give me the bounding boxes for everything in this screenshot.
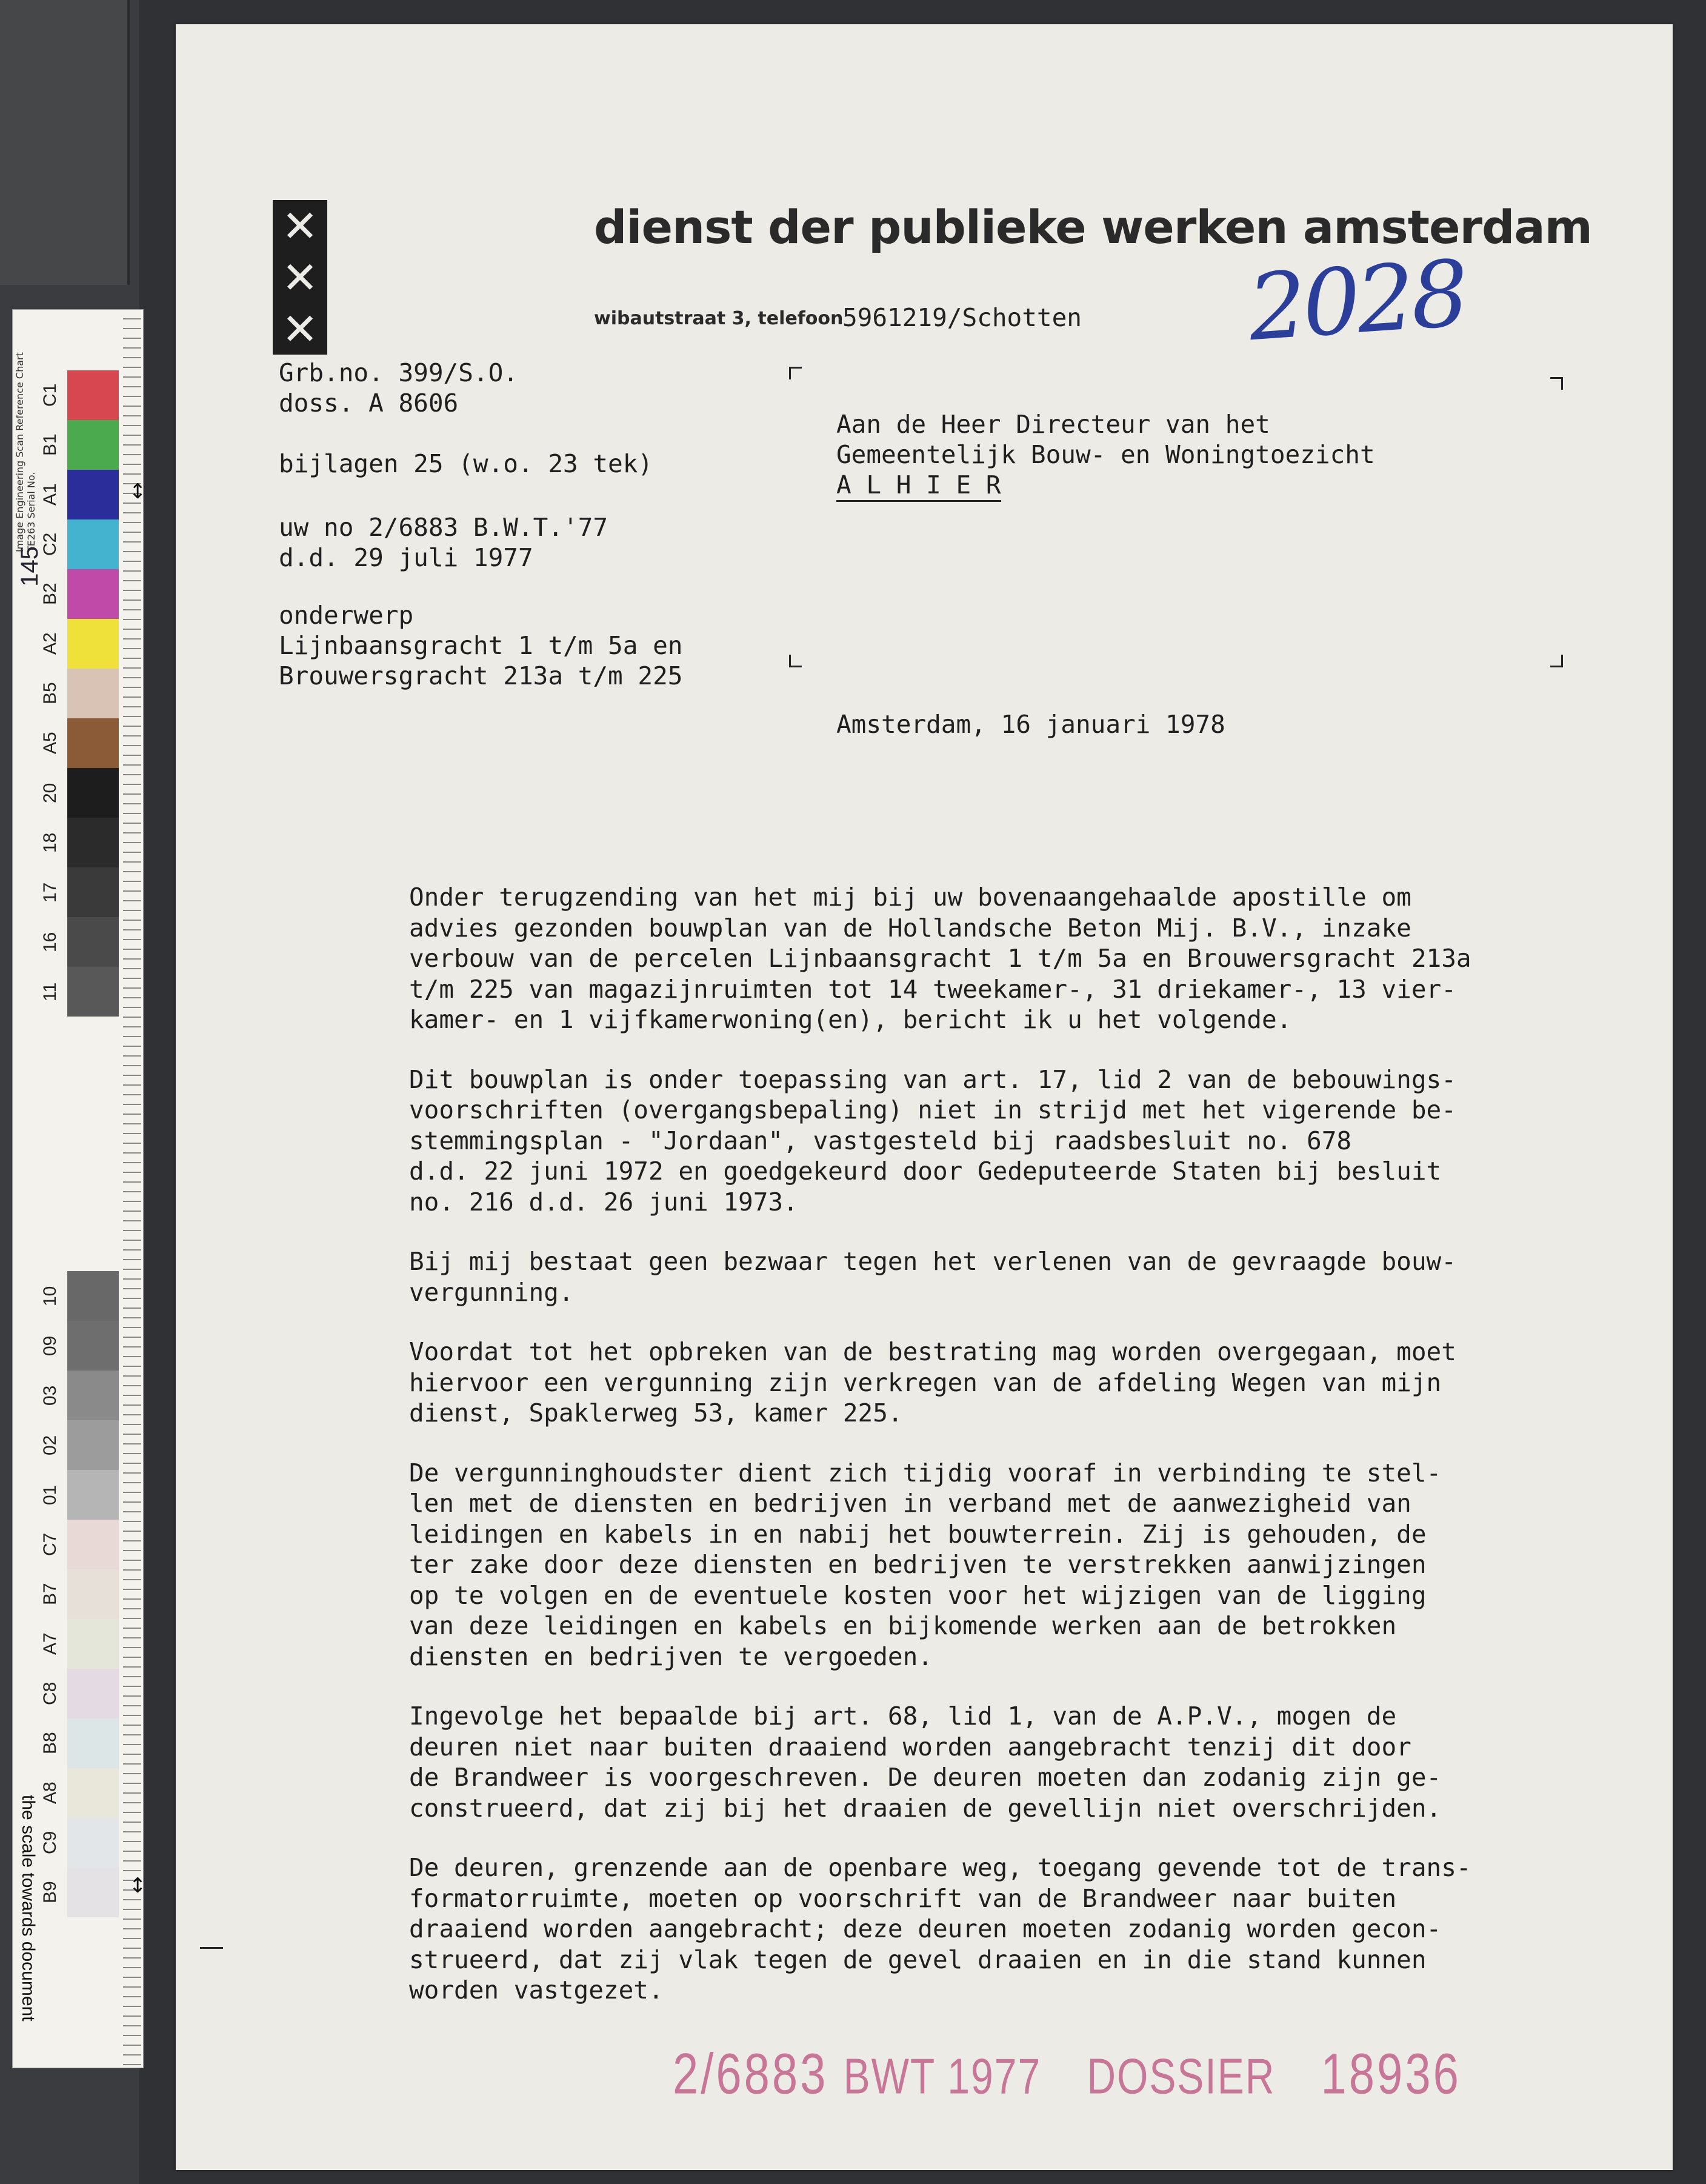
- color-patch: [67, 1470, 119, 1520]
- color-patch: [67, 1619, 119, 1669]
- color-patch-label: B1: [40, 433, 60, 456]
- color-patch-label: 01: [40, 1484, 60, 1505]
- body-paragraph: De vergunninghoudster dient zich tijdig vooraf in verbinding te stel- len met de diensten en bedrijven in verband met de aanwezigheid van leidingen en kabels in en nabij het bouwterrein. Zij is gehouden, de ter zake door deze diensten en bedrijven te verstrekken aanwijzingen op te volgen en de eventuele kosten voor het wijzigen van de ligging van deze leidingen en kabels en bijkomende werken aan de betrokken diensten en bedrijven te vergoeden.: [409, 1458, 1442, 1671]
- window-corner-mark: [1550, 377, 1563, 390]
- ref-your-date: d.d. 29 juli 1977: [279, 543, 533, 572]
- ref-grb: Grb.no. 399/S.O.: [279, 358, 518, 387]
- color-patch-label: 18: [40, 832, 60, 853]
- color-patch: [67, 1420, 119, 1470]
- window-corner-mark: [1550, 655, 1563, 667]
- letter-body: [409, 882, 1561, 2035]
- color-patch: [67, 1868, 119, 1917]
- handwritten-note: 2028: [1245, 241, 1469, 362]
- ref-attachments: bijlagen 25 (w.o. 23 tek): [279, 449, 653, 478]
- amsterdam-xxx-logo: [273, 200, 327, 355]
- color-patch: [67, 420, 119, 470]
- color-patch: [67, 917, 119, 967]
- subject-line-2: Brouwersgracht 213a t/m 225: [279, 661, 683, 690]
- color-patch: [67, 1271, 119, 1321]
- body-paragraph: De deuren, grenzende aan de openbare weg, toegang gevende tot de trans- formatorruimte, moeten op voorschrift van de Brandweer naar buiten draaiend worden aangebracht; deze deuren moeten zodanig worden gecon- strueerd, dat zij vlak tegen de gevel draaien en in die stand kunnen worden vastgezet.: [409, 1853, 1471, 2005]
- subject-label: onderwerp: [279, 601, 414, 630]
- color-patch-label: C2: [40, 532, 60, 556]
- stamp-dossier-number: 18936: [1321, 2042, 1461, 2106]
- stamp-bwt-year: BWT 1977: [843, 2048, 1042, 2104]
- color-patch-label: 03: [40, 1385, 60, 1406]
- letterhead-title: dienst der publieke werken amsterdam: [594, 200, 1592, 254]
- stamp-number: 2/6883: [673, 2042, 828, 2106]
- color-patch: [67, 669, 119, 718]
- color-patch-label: B2: [40, 583, 60, 606]
- body-paragraph: Dit bouwplan is onder toepassing van art. 17, lid 2 van de bebouwings- voorschriften (overgangsbepaling) niet in strijd met het vigerende be- stemmingsplan - "Jordaan", vastgesteld bij raadsbesluit no. 678 d.d. 22 juni 1972 en goedgekeurd door Gedeputeerde Staten bij besluit no. 216 d.d. 26 juni 1973.: [409, 1064, 1456, 1217]
- color-patch-label: A1: [40, 483, 60, 506]
- subject-line-1: Lijnbaansgracht 1 t/m 5a en: [279, 631, 683, 660]
- color-patch: [67, 768, 119, 818]
- recipient-line-3: A L H I E R: [836, 470, 1001, 502]
- window-corner-mark: [789, 655, 802, 667]
- strip-ruler: [123, 310, 141, 2068]
- strip-side-text: Image Engineering Scan Reference Chart TE263 Serial No.: [14, 352, 37, 552]
- color-patch-label: 10: [40, 1286, 60, 1306]
- margin-dash: [200, 1947, 223, 1949]
- color-patch-label: A5: [40, 732, 60, 755]
- color-patch: [67, 1371, 119, 1420]
- color-patch-label: 20: [40, 783, 60, 803]
- color-patch: [67, 818, 119, 867]
- color-patch-label: B8: [40, 1732, 60, 1755]
- x-mark-icon: ✕: [281, 252, 319, 303]
- folder-spine: [0, 0, 130, 285]
- color-patch-label: 11: [40, 982, 60, 1001]
- color-patch-label: C9: [40, 1831, 60, 1855]
- x-mark-icon: ✕: [281, 303, 319, 355]
- ref-your-no: uw no 2/6883 B.W.T.'77: [279, 513, 608, 542]
- date-line: Amsterdam, 16 januari 1978: [836, 710, 1225, 739]
- strip-serial-handwritten: 145: [16, 546, 43, 587]
- letterhead-address: wibautstraat 3, telefoon: [594, 308, 844, 329]
- strip-arrow-up-icon: ↕: [129, 1874, 147, 1898]
- color-patch-label: 16: [40, 932, 60, 952]
- color-patch-label: 02: [40, 1435, 60, 1455]
- color-patch-label: B7: [40, 1583, 60, 1606]
- color-patch-label: A8: [40, 1782, 60, 1805]
- color-patch: [67, 718, 119, 768]
- color-patch: [67, 519, 119, 569]
- color-patch: [67, 1718, 119, 1768]
- color-patch: [67, 470, 119, 519]
- window-corner-mark: [789, 367, 802, 379]
- color-patch: [67, 1768, 119, 1818]
- color-patch-label: A7: [40, 1632, 60, 1655]
- color-patch-label: C7: [40, 1532, 60, 1557]
- recipient-line-2: Gemeentelijk Bouw- en Woningtoezicht: [836, 440, 1375, 469]
- body-paragraph: Bij mij bestaat geen bezwaar tegen het verlenen van de gevraagde bouw- vergunning.: [409, 1247, 1456, 1307]
- color-patch: [67, 1818, 119, 1868]
- color-patch: [67, 619, 119, 669]
- body-paragraph: Onder terugzending van het mij bij uw bovenaangehaalde apostille om advies gezonden bouwplan van de Hollandsche Beton Mij. B.V., inzake verbouw van de percelen Lijnbaansgracht 1 t/m 5a en Brouwersgracht 213a t/m 225 van magazijnruimten tot 14 tweekamer-, 31 driekamer-, 13 vier- kamer- en 1 vijfkamerwoning(en), bericht ik u het volgende.: [409, 883, 1471, 1034]
- color-patch: [67, 1669, 119, 1718]
- color-patch-label: 09: [40, 1335, 60, 1356]
- color-patch: [67, 967, 119, 1017]
- letterhead-phone: 5961219/Schotten: [842, 303, 1082, 332]
- letter-page: [176, 24, 1673, 2170]
- color-patch-label: B9: [40, 1881, 60, 1904]
- color-patch: [67, 1321, 119, 1371]
- dossier-stamp: [673, 2041, 1461, 2107]
- body-paragraph: Ingevolge het bepaalde bij art. 68, lid 1, van de A.P.V., mogen de deuren niet naar buiten draaiend worden aangebracht tenzij dit door de Brandweer is voorgeschreven. De deuren moeten dan zodanig zijn ge- construeerd, dat zij bij het draaien de gevellijn niet overschrijden.: [409, 1701, 1442, 1823]
- color-calibration-strip: [12, 309, 147, 2068]
- stamp-dossier-label: DOSSIER: [1087, 2048, 1276, 2104]
- color-patch: [67, 1569, 119, 1619]
- color-patch-label: A2: [40, 632, 60, 655]
- color-patch: [67, 867, 119, 917]
- strip-arrow-up-icon: ↕: [129, 479, 147, 504]
- body-paragraph: Voordat tot het opbreken van de bestrating mag worden overgegaan, moet hiervoor een vergunning zijn verkregen van de afdeling Wegen van mijn dienst, Spaklerweg 53, kamer 225.: [409, 1337, 1456, 1428]
- x-mark-icon: ✕: [281, 200, 319, 252]
- color-patch: [67, 569, 119, 619]
- strip-bottom-text: the scale towards document: [18, 1795, 38, 2022]
- color-patch-label: B5: [40, 682, 60, 705]
- color-patch-label: 17: [40, 882, 60, 903]
- color-patch: [67, 1520, 119, 1569]
- recipient-line-1: Aan de Heer Directeur van het: [836, 410, 1270, 439]
- color-patch: [67, 370, 119, 420]
- color-patch-label: C8: [40, 1681, 60, 1706]
- ref-dossier: doss. A 8606: [279, 389, 459, 418]
- color-patch-label: C1: [40, 383, 60, 407]
